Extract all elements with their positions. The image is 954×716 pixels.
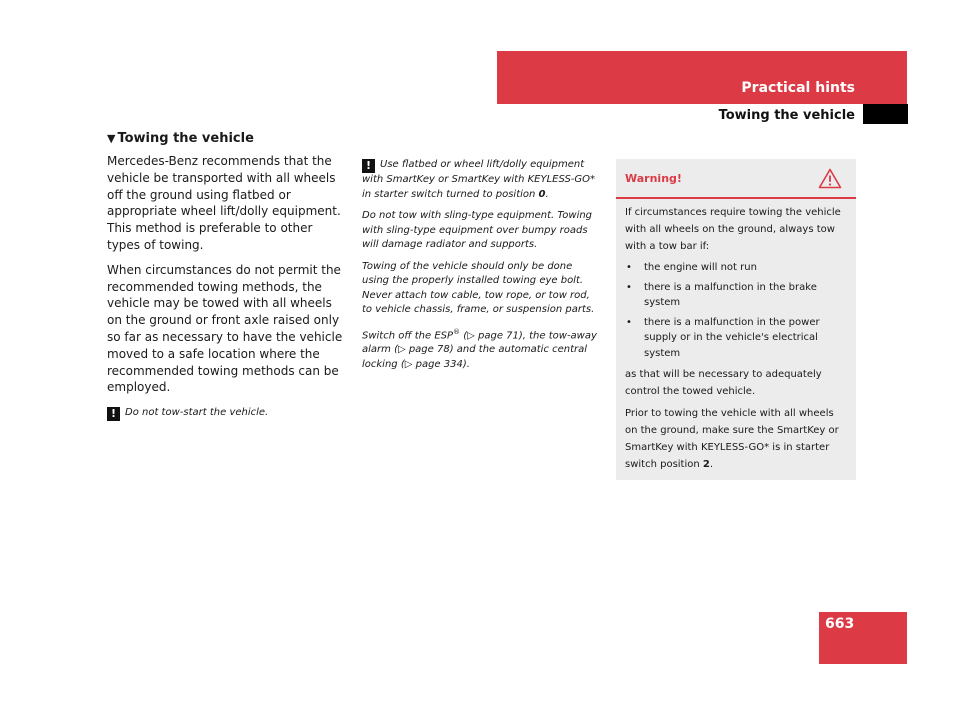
- warning-final: [625, 405, 847, 473]
- page-number: 663: [825, 616, 855, 632]
- column-middle: [362, 158, 602, 379]
- note-text: Switch off the ESP: [362, 329, 454, 341]
- list-item-text: the engine will not run: [644, 262, 757, 273]
- list-item: [625, 260, 847, 276]
- warning-title: Warning!: [625, 172, 682, 185]
- note-text: (▷ page 71), the tow-away alarm (▷ page 78) and the automatic central locking (▷ page 334).: [362, 329, 597, 370]
- heading-text: Towing the vehicle: [117, 131, 254, 146]
- caution-note-equipment: [362, 158, 602, 202]
- header-banner: [497, 51, 907, 104]
- bullet-icon: •: [626, 281, 632, 293]
- section-heading: [107, 131, 347, 146]
- list-item: [625, 315, 847, 362]
- caution-note-eyebolt: Towing of the vehicle should only be done using the properly installed towing eye bolt. Never attach tow cable, tow rope, or tow rod, to vehicle chassis, frame, or suspension parts.: [362, 260, 595, 315]
- caution-note-sling: Do not tow with sling-type equipment. Towing with sling-type equipment over bumpy roads will damage radiator and supports.: [362, 210, 593, 250]
- section-title: Practical hints: [741, 80, 855, 96]
- warning-final-text: Prior to towing the vehicle with all wheels on the ground, make sure the SmartKey or SmartKey with KEYLESS-GO* is in starter switch position: [625, 408, 839, 470]
- position-value: 0: [538, 188, 546, 200]
- page-number-box: [819, 612, 907, 664]
- caution-note-text: Do not tow-start the vehicle.: [125, 407, 269, 419]
- list-item: [625, 280, 847, 311]
- exclamation-icon: !: [362, 159, 375, 173]
- warning-final-punct: .: [709, 459, 714, 470]
- warning-intro: If circumstances require towing the vehicle with all wheels on the ground, always tow with a tow bar if:: [625, 207, 841, 252]
- caution-note: [107, 406, 347, 421]
- list-item-text: there is a malfunction in the brake system: [644, 281, 817, 308]
- warning-box: [616, 159, 856, 480]
- switch-position-value: 2: [702, 459, 710, 470]
- list-item-text: there is a malfunction in the power supply or in the vehicle's electrical system: [644, 316, 820, 359]
- bullet-icon: •: [626, 262, 632, 273]
- bullet-icon: •: [626, 316, 632, 328]
- exclamation-icon: !: [107, 407, 120, 421]
- warning-body: [616, 199, 856, 473]
- note-punct: .: [545, 188, 549, 200]
- subsection-title: Towing the vehicle: [718, 108, 855, 123]
- caution-note-esp: [362, 325, 602, 373]
- registered-mark: ®: [453, 327, 461, 336]
- triangle-down-icon: ▼: [107, 132, 116, 145]
- warning-header: [616, 159, 856, 199]
- note-text: Use flatbed or wheel lift/dolly equipment with SmartKey or SmartKey with KEYLESS-GO* in starter switch turned to position: [362, 159, 596, 200]
- warning-after: as that will be necessary to adequately control the towed vehicle.: [625, 369, 822, 397]
- body-paragraph-2: When circumstances do not permit the recommended towing methods, the vehicle may be towed with all wheels on the ground or front axle raised only so far as necessary to have the vehicle moved to a safe location where the recommended towing methods can be employed.: [107, 262, 343, 395]
- body-paragraph-1: Mercedes-Benz recommends that the vehicle be transported with all wheels off the ground using flatbed or appropriate wheel lift/dolly equipment. This method is preferable to other types of towing.: [107, 154, 341, 252]
- section-tab-marker: [863, 104, 908, 124]
- warning-list: [625, 260, 847, 361]
- column-left: [107, 131, 347, 428]
- warning-triangle-icon: [818, 168, 842, 189]
